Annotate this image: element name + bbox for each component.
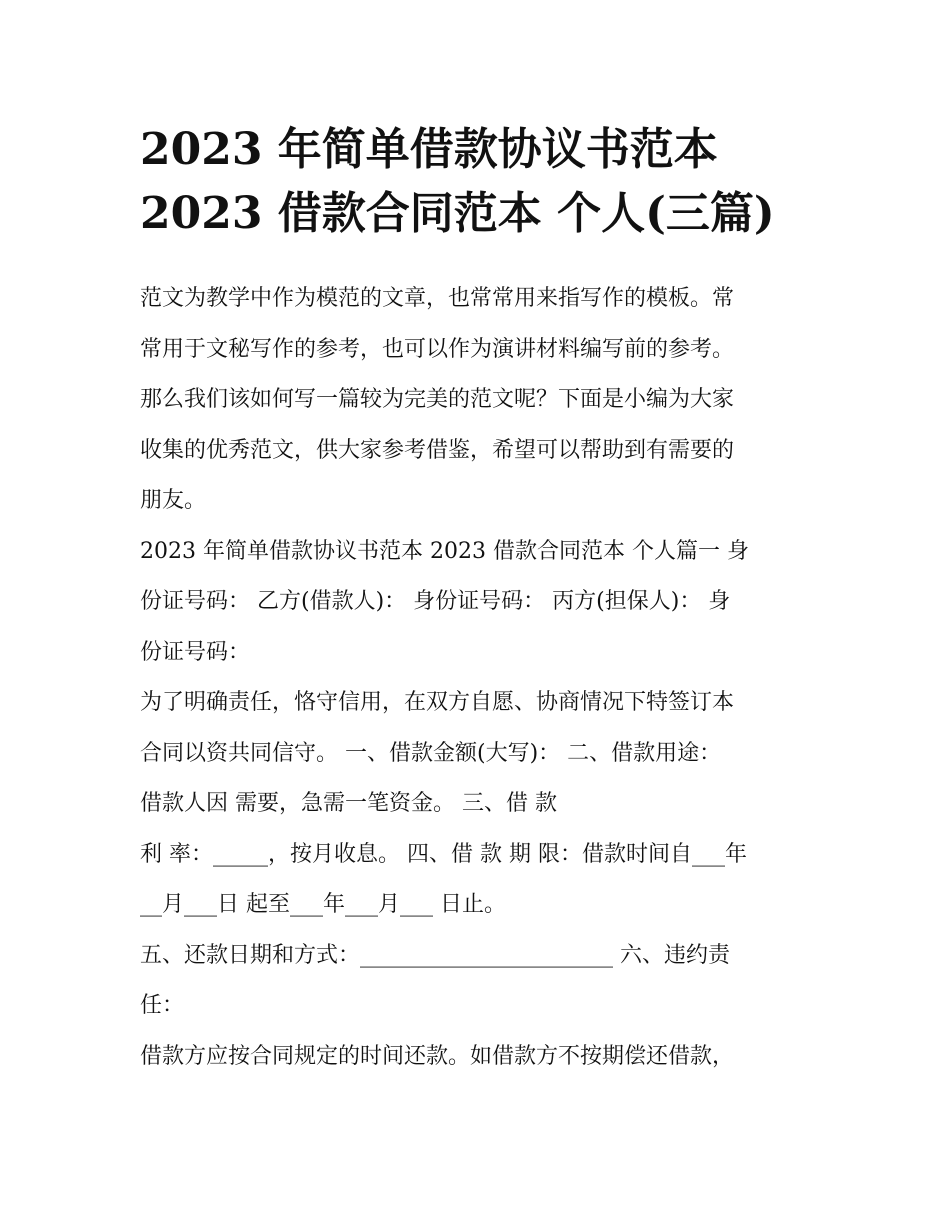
text-line: 收集的优秀范文，供大家参考借鉴，希望可以帮助到有需要的: [140, 437, 735, 463]
document-body: [140, 274, 812, 1082]
title-line-1: 2023 年简单借款协议书范本: [140, 124, 718, 175]
text-line: 五、还款日期和方式：_______________________ 六、违约责: [140, 942, 730, 968]
parties-paragraph: [140, 527, 812, 679]
text-line: 合同以资共同信守。 一、借款金额(大写)： 二、借款用途：: [140, 740, 722, 766]
document-page: [140, 118, 812, 1082]
document-title: [140, 118, 812, 246]
text-line: 任：: [140, 993, 185, 1018]
title-line-2: 2023 借款合同范本 个人(三篇): [140, 188, 775, 239]
text-line: 为了明确责任，恪守信用，在双方自愿、协商情况下特签订本: [140, 690, 735, 715]
text-line: 利 率：_____，按月收息。 四、借 款 期 限：借款时间自___年: [140, 841, 747, 867]
terms-paragraph: [140, 678, 812, 931]
text-line: 那么我们该如何写一篇较为完美的范文呢？下面是小编为大家: [140, 387, 735, 412]
text-line: 借款方应按合同规定的时间还款。如借款方不按期偿还借款，: [140, 1043, 735, 1069]
text-line: 2023 年简单借款协议书范本 2023 借款合同范本 个人篇一 身: [140, 538, 749, 564]
intro-paragraph: [140, 274, 812, 527]
text-line: 借款人因 需要，急需一笔资金。 三、借 款: [140, 791, 557, 816]
text-line: 朋友。: [140, 488, 207, 513]
text-line: __月___日 起至___年___月___ 日止。: [140, 892, 506, 917]
default-paragraph: [140, 1032, 812, 1083]
text-line: 份证号码：: [140, 639, 251, 665]
text-line: 份证号码： 乙方(借款人)： 身份证号码： 丙方(担保人)： 身: [140, 589, 731, 614]
text-line: 常用于文秘写作的参考，也可以作为演讲材料编写前的参考。: [140, 336, 735, 362]
repayment-paragraph: [140, 931, 812, 1032]
text-line: 范文为教学中作为模范的文章，也常常用来指写作的模板。常: [140, 286, 735, 311]
